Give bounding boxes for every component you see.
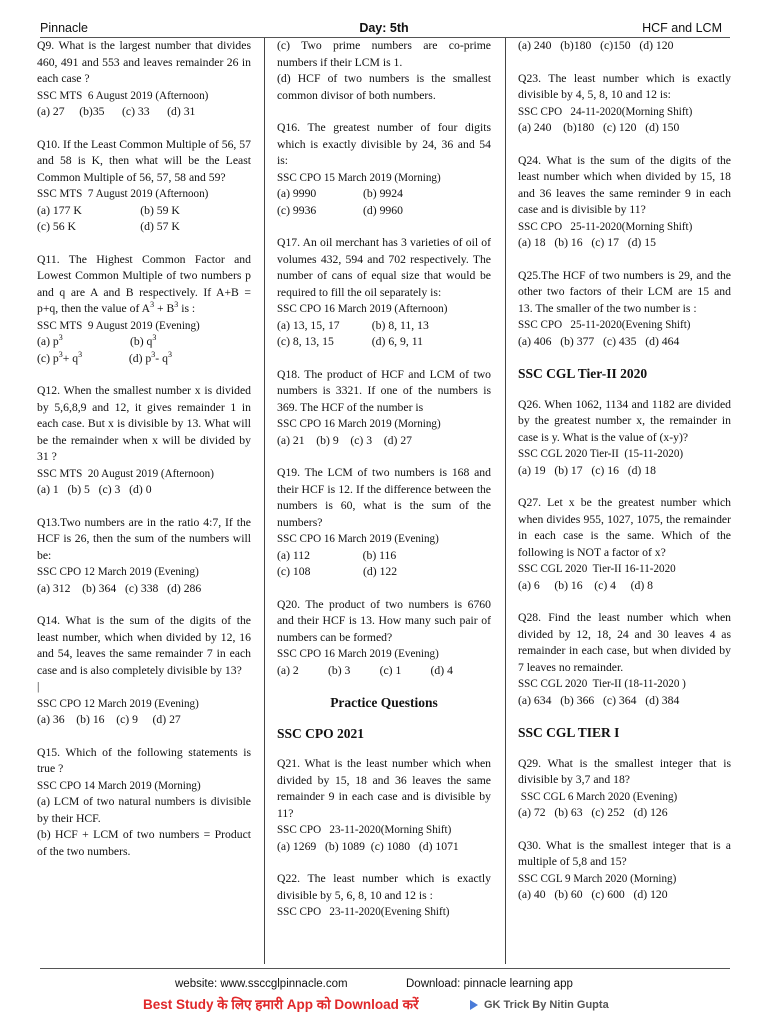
question-block [518,756,731,822]
section-heading: Practice Questions [330,695,438,710]
footer-gk-credit [470,998,609,1012]
footer-promo-bar [0,997,768,1017]
footer-promo: Best Study के लिए हमारी App को Download करें [143,997,419,1012]
question-block [37,745,251,861]
question-block [277,871,491,921]
answer-options: (a) 9990 (b) 9924 [277,187,403,200]
question-block [518,268,731,351]
question-block [37,38,251,121]
question-block [518,397,731,480]
exam-source: SSC CGL 2020 Tier-II 16-11-2020 [518,563,676,575]
header-day: Day: 5th [359,21,409,35]
question-block [37,252,251,368]
question-text: Q18. The product of HCF and LCM of two numbers is 3321. If one of the numbers is 369. The HCF of the number is [277,367,491,414]
exam-source: SSC CPO 23-11-2020(Evening Shift) [277,906,450,918]
exam-source: SSC CPO 12 March 2019 (Evening) [37,566,199,578]
answer-options: (a) 406 (b) 377 (c) 435 (d) 464 [518,334,680,348]
footer-gk-label: GK Trick By Nitin Gupta [484,999,609,1011]
question-block [277,367,491,450]
question-block [518,38,731,55]
exam-source: SSC CPO 16 March 2019 (Afternoon) [277,303,448,315]
question-block [518,495,731,594]
answer-options: (a) 240 (b)180 (c) 120 (d) 150 [518,121,680,134]
exam-source: SSC CPO 16 March 2019 (Evening) [277,533,439,545]
question-text: Q22. The least number which is exactly divisible by 5, 6, 8, 10 and 12 is : [277,872,491,902]
question-text: Q23. The least number which is exactly divisible by 4, 5, 8, 10 and 12 is: [518,71,731,101]
answer-options: (a) 177 K (b) 59 K [37,203,180,217]
question-block [518,71,731,137]
question-text: Q12. When the smallest number x is divided by 5,6,8,9 and 12, it gives remainder 1 in each case. But x is divisible by 13. What will be the remainder when x will be divided by 31 ? [37,384,251,463]
answer-options: (a) $p^3$ (b) $q^3$ [37,333,157,348]
question-block [277,756,491,855]
exam-source: SSC CPO 15 March 2019 (Morning) [277,171,441,184]
exam-source: SSC CPO 12 March 2019 (Evening) [37,697,199,710]
exam-source: SSC CPO 16 March 2019 (Morning) [277,418,441,430]
answer-options: (c) $p^3+ q^3$ (d) $p^3-$ $q^3$ [37,349,172,365]
answer-options: (a) 27 (b)35 (c) 33 (d) 31 [37,105,196,118]
section-heading: SSC CGL Tier-II 2020 [518,366,648,381]
question-column-3 [518,38,731,963]
answer-options: (a) 6 (b) 16 (c) 4 (d) 8 [518,578,654,592]
question-text: Q24. What is the sum of the digits of the least number which when divided by 15, 18 and 36 leaves the same reminder 9 in each case and is divisible by 11? [518,153,731,216]
footer-website[interactable]: website: www.ssccglpinnacle.com [175,978,348,990]
answer-options: (a) 112 (b) 116 [277,548,397,562]
question-block [518,610,731,709]
question-text: Q29. What is the smallest integer that is divisible by 3,7 and 18? [518,756,731,786]
answer-options: (a) 36 (b) 16 (c) 9 (d) 27 [37,713,181,726]
question-text: Q11. The Highest Common Factor and Lowest Common Multiple of two numbers p and q are A and B respectively. If A+B = p+q, then the value of $A^3 + B^3$ is : [37,252,251,315]
question-block [277,235,491,351]
question-block [518,838,731,904]
question-block [518,153,731,252]
answer-options: (a) 1269 (b) 1089 (c) 1080 (d) 1071 [277,839,459,853]
question-text: Q26. When 1062, 1134 and 1182 are divided by the greatest number x, the remainder in case is y. What is the value of (x-y)? [518,397,731,444]
exam-source: SSC CPO 16 March 2019 (Evening) [277,648,439,660]
answer-options: (a) 19 (b) 17 (c) 16 (d) 18 [518,463,656,477]
question-text: (c) Two prime numbers are co-prime numbers if their LCM is 1. (d) HCF of two numbers is the smallest common divisor of both numbers. [277,39,491,102]
question-text: Q15. Which of the following statements is true ? [37,745,251,775]
answer-options: (c) 108 (d) 122 [277,565,398,578]
question-text: Q19. The LCM of two numbers is 168 and their HCF is 12. If the difference between the numbers is 60, what is the sum of the numbers? [277,466,491,529]
exam-source: SSC MTS 7 August 2019 (Afternoon) [37,188,209,200]
question-block [277,597,491,680]
exam-source: SSC MTS 20 August 2019 (Afternoon) [37,467,214,480]
exam-source: SSC CPO 14 March 2019 (Morning) [37,779,201,792]
question-block [37,383,251,499]
question-column-2 [277,38,491,963]
exam-source: SSC CPO 23-11-2020(Morning Shift) [277,824,452,836]
question-block [37,613,251,729]
exam-source: SSC CGL 2020 Tier-II (15-11-2020) [518,448,684,460]
question-block [277,38,491,104]
question-text: Q9. What is the largest number that divides 460, 491 and 553 and leaves remainder 26 in each case ? [37,39,251,85]
section-heading: SSC CPO 2021 [277,725,365,741]
question-block [277,465,491,581]
exam-source: SSC MTS 9 August 2019 (Evening) [37,319,200,332]
question-block [277,120,491,219]
answer-options: (a) 18 (b) 16 (c) 17 (d) 15 [518,236,656,249]
answer-options: (c) 56 K (d) 57 K [37,220,180,233]
answer-options: (a) 312 (b) 364 (c) 338 (d) 286 [37,581,202,595]
section-heading: SSC CGL TIER I [518,725,620,740]
footer-download[interactable]: Download: pinnacle learning app [406,978,573,990]
question-text: Q20. The product of two numbers is 6760 and their HCF is 13. How many such pair of numbers can be formed? [277,597,491,644]
question-block [37,137,251,236]
exam-source: SSC CPO 24-11-2020(Morning Shift) [518,105,693,118]
header-topic: HCF and LCM [642,21,722,35]
exam-source: SSC CGL 2020 Tier-II (18-11-2020 ) [518,678,686,690]
exam-source: SSC MTS 6 August 2019 (Afternoon) [37,89,209,102]
question-text: Q13.Two numbers are in the ratio 4:7, If the HCF is 26, then the sum of the numbers will be: [37,515,251,562]
question-text: Q27. Let x be the greatest number which when divides 955, 1027, 1075, the remainder in each case is the same. Which of the following is NOT a factor of x? [518,496,731,559]
page-header [0,0,768,38]
statement-options: (a) LCM of two natural numbers is divisible by their HCF. (b) HCF + LCM of two numbers = Product of the two numbers. [37,795,251,858]
answer-options: (c) 9936 (d) 9960 [277,203,403,217]
question-text: Q10. If the Least Common Multiple of 56, 57 and 58 is K, then what will be the Least Common Multiple of 56, 57, 58 and 59? [37,137,251,184]
answer-options: (a) 634 (b) 366 (c) 364 (d) 384 [518,693,680,707]
question-text: Q21. What is the least number which when divided by 15, 18 and 36 leaves the same remainder 9 in each case and is divisible by 11? [277,757,491,820]
question-text: Q16. The greatest number of four digits which is exactly divisible by 24, 36 and 54 is: [277,121,491,167]
column-divider [505,38,506,964]
header-brand: Pinnacle [40,21,88,35]
exam-source: SSC CGL 9 March 2020 (Morning) [518,872,677,885]
answer-options: (a) 240 (b)180 (c)150 (d) 120 [518,39,674,52]
question-text: Q30. What is the smallest integer that is a multiple of 5,8 and 15? [518,838,731,868]
question-text: Q28. Find the least number which when divided by 12, 18, 24 and 30 leaves 4 as remainder in each case, but when divided by 7 leaves no remainder. [518,611,731,674]
question-block [37,515,251,598]
question-text: Q17. An oil merchant has 3 varieties of oil of volumes 432, 594 and 702 respectively. The number of cans of equal size that would be required to fill the oil separately is: [277,236,491,299]
answer-options: (a) 72 (b) 63 (c) 252 (d) 126 [518,806,668,819]
answer-options: (c) 8, 13, 15 (d) 6, 9, 11 [277,335,423,348]
answer-options: (a) 21 (b) 9 (c) 3 (d) 27 [277,433,413,447]
answer-options: (a) 13, 15, 17 (b) 8, 11, 13 [277,318,429,332]
question-text: Q25.The HCF of two numbers is 29, and the other two factors of their LCM are 15 and 13. The smaller of the two number is : [518,268,731,315]
answer-options: (a) 1 (b) 5 (c) 3 (d) 0 [37,483,152,496]
column-divider [264,38,265,964]
question-column-1 [37,38,251,963]
answer-options: (a) 2 (b) 3 (c) 1 (d) 4 [277,663,453,677]
question-text: Q14. What is the sum of the digits of the least number, which when divided by 12, 16 and 54, leaves the same remainder 7 in each case and is also completely divisible by 13? | [37,614,251,693]
exam-source: SSC CGL 6 March 2020 (Evening) [518,790,678,803]
exam-source: SSC CPO 25-11-2020(Morning Shift) [518,220,693,233]
exam-source: SSC CPO 25-11-2020(Evening Shift) [518,319,691,331]
footer-rule [40,968,730,969]
play-icon [470,1000,478,1010]
answer-options: (a) 40 (b) 60 (c) 600 (d) 120 [518,888,668,901]
